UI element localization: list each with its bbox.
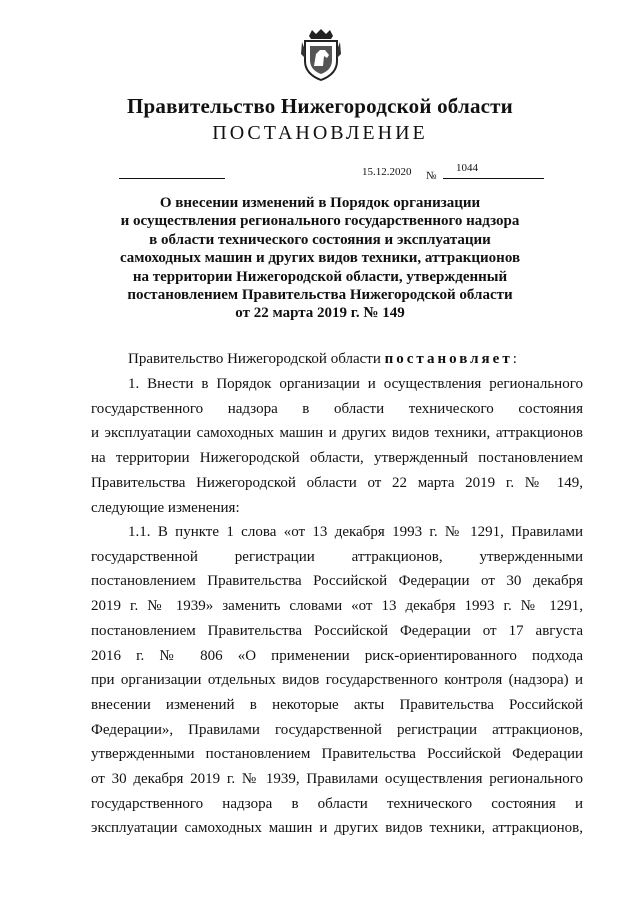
item-1-1-line: от 30 декабря 2019 г. № 1939, Правилами осуществления регионального [91, 771, 583, 788]
item-1-1-line: государственной регистрации аттракционов, утвержденными [91, 548, 583, 565]
item-1-1-line: постановлением Правительства Российской Федерации от 17 августа [91, 622, 583, 639]
item-1-1-line: 2019 г. № 1939» заменить словами «от 13 декабря 1993 г. № 1291, [91, 598, 583, 615]
number-sign: № [426, 170, 437, 182]
date-blank-line [119, 178, 225, 179]
item-1-1-line: 2016 г. № 806 «О применении риск-ориентированного подхода [91, 647, 583, 664]
title-line: самоходных машин и других видов техники, аттракционов [119, 250, 521, 267]
number-line [443, 178, 544, 179]
document-title [90, 194, 550, 323]
title-line: и осуществления регионального государственного надзора [120, 213, 520, 230]
item-1 [91, 372, 583, 520]
preamble-verb: постановляет [384, 351, 513, 367]
title-line: от 22 марта 2019 г. № 149 [235, 305, 405, 322]
title-line: О внесении изменений в Порядок организации [159, 195, 481, 211]
title-line: постановлением Правительства Нижегородской области [127, 287, 513, 304]
document-number: 1044 [456, 162, 478, 174]
preamble-colon: : [512, 351, 517, 367]
item-1-1-line: Федерации», Правилами государственной регистрации аттракционов, [91, 721, 583, 738]
item-1-1-line: эксплуатации самоходных машин и других видов техники, аттракционов, [91, 820, 583, 837]
document-type: ПОСТАНОВЛЕНИЕ [212, 122, 428, 144]
preamble [128, 347, 588, 372]
title-line: на территории Нижегородской области, утвержденный [132, 268, 508, 285]
item-1-line: и эксплуатации самоходных машин и других видов техники, аттракционов [91, 425, 583, 442]
item-1-1-line: государственного надзора в области технического состояния и [91, 795, 583, 812]
preamble-text: Правительство Нижегородской области [128, 351, 385, 367]
item-1-1 [91, 520, 583, 841]
item-1-line: следующие изменения: [91, 499, 240, 516]
item-1-line: на территории Нижегородской области, утвержденный постановлением [91, 450, 583, 467]
item-1-1-line: внесении изменений в некоторые акты Правительства Российской [91, 696, 583, 713]
item-1-1-line: при организации отдельных видов государственного контроля (надзора) и [91, 672, 583, 689]
government-name: Правительство Нижегородской области [127, 94, 513, 118]
item-1-line: Правительства Нижегородской области от 22 марта 2019 г. № 149, [91, 474, 583, 491]
title-line: в области технического состояния и эксплуатации [149, 231, 491, 248]
item-1-line: 1. Внести в Порядок организации и осуществления регионального [128, 376, 583, 392]
document-date: 15.12.2020 [362, 166, 412, 178]
coat-of-arms-icon [299, 28, 343, 82]
item-1-line: государственного надзора в области технического состояния [91, 400, 583, 417]
item-1-1-line: 1.1. В пункте 1 слова «от 13 декабря 1993 г. № 1291, Правилами [128, 524, 583, 540]
item-1-1-line: утвержденными постановлением Правительства Российской Федерации [91, 746, 583, 763]
item-1-1-line: постановлением Правительства Российской Федерации от 30 декабря [91, 573, 583, 590]
